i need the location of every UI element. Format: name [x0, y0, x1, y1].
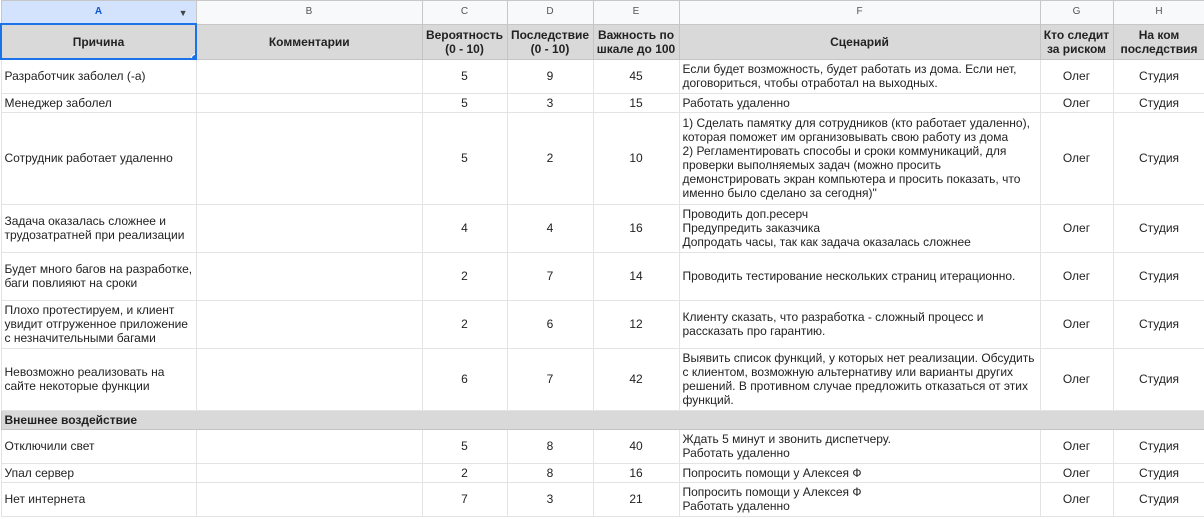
cell-importance[interactable]: 14: [593, 252, 679, 300]
section-title[interactable]: Внешнее воздействие: [1, 410, 1204, 429]
cell-affected[interactable]: Студия: [1113, 112, 1204, 204]
table-row: [1, 112, 1204, 204]
fill-handle[interactable]: [191, 54, 196, 59]
cell-scenario[interactable]: Выявить список функций, у которых нет реализации. Обсудить с клиентом, возможную альтернативу или варианты других решений. В противном случае предложить отказаться от этих функций.: [679, 348, 1040, 410]
cell-probability[interactable]: 2: [422, 300, 507, 348]
header-cause[interactable]: Причина: [1, 24, 196, 59]
cell-comment[interactable]: [196, 252, 422, 300]
header-comments[interactable]: Комментарии: [196, 24, 422, 59]
cell-consequence[interactable]: 3: [507, 482, 593, 516]
cell-affected[interactable]: Студия: [1113, 482, 1204, 516]
cell-scenario[interactable]: Попросить помощи у Алексея Ф Работать удаленно: [679, 482, 1040, 516]
cell-probability[interactable]: 5: [422, 112, 507, 204]
cell-importance[interactable]: 12: [593, 300, 679, 348]
cell-affected[interactable]: Студия: [1113, 348, 1204, 410]
cell-comment[interactable]: [196, 93, 422, 112]
column-header-row: [1, 1, 1204, 25]
cell-consequence[interactable]: 8: [507, 429, 593, 463]
section-row: [1, 410, 1204, 429]
header-watcher[interactable]: Кто следит за риском: [1040, 24, 1113, 59]
cell-cause[interactable]: Разработчик заболел (-а): [1, 59, 196, 93]
table-row: [1, 429, 1204, 463]
header-scenario[interactable]: Сценарий: [679, 24, 1040, 59]
cell-importance[interactable]: 15: [593, 93, 679, 112]
cell-cause[interactable]: Плохо протестируем, и клиент увидит отгруженное приложение с незначительными багами: [1, 300, 196, 348]
cell-affected[interactable]: Студия: [1113, 93, 1204, 112]
cell-cause[interactable]: Упал сервер: [1, 463, 196, 482]
cell-comment[interactable]: [196, 482, 422, 516]
cell-scenario[interactable]: Проводить тестирование нескольких страниц итерационно.: [679, 252, 1040, 300]
cell-scenario[interactable]: 1) Сделать памятку для сотрудников (кто работает удаленно), которая поможет им организовывать свою работу из дома 2) Регламентировать способы и сроки коммуникаций, для проверки выполняемых задач (можно просить демонстрировать экран компьютера и просить показать, что именно было сделано за сегодня)": [679, 112, 1040, 204]
table-row: [1, 59, 1204, 93]
cell-cause[interactable]: Отключили свет: [1, 429, 196, 463]
cell-consequence[interactable]: 9: [507, 59, 593, 93]
cell-affected[interactable]: Студия: [1113, 252, 1204, 300]
cell-probability[interactable]: 4: [422, 204, 507, 252]
cell-scenario[interactable]: Проводить доп.ресерч Предупредить заказчика Допродать часы, так как задача оказалась сложнее: [679, 204, 1040, 252]
table-row: [1, 463, 1204, 482]
cell-affected[interactable]: Студия: [1113, 429, 1204, 463]
cell-scenario[interactable]: Работать удаленно: [679, 93, 1040, 112]
cell-consequence[interactable]: 6: [507, 300, 593, 348]
cell-comment[interactable]: [196, 463, 422, 482]
header-importance[interactable]: Важность по шкале до 100: [593, 24, 679, 59]
cell-importance[interactable]: 16: [593, 463, 679, 482]
cell-importance[interactable]: 40: [593, 429, 679, 463]
cell-watcher[interactable]: Олег: [1040, 252, 1113, 300]
column-header-b[interactable]: B: [196, 1, 422, 25]
cell-scenario[interactable]: Попросить помощи у Алексея Ф: [679, 463, 1040, 482]
cell-importance[interactable]: 45: [593, 59, 679, 93]
column-header-a[interactable]: A ▼: [1, 1, 196, 25]
cell-consequence[interactable]: 2: [507, 112, 593, 204]
cell-affected[interactable]: Студия: [1113, 300, 1204, 348]
cell-comment[interactable]: [196, 348, 422, 410]
header-consequence[interactable]: Последствие (0 - 10): [507, 24, 593, 59]
cell-scenario[interactable]: Клиенту сказать, что разработка - сложный процесс и рассказать про гарантию.: [679, 300, 1040, 348]
cell-affected[interactable]: Студия: [1113, 463, 1204, 482]
column-header-c[interactable]: C: [422, 1, 507, 25]
cell-affected[interactable]: Студия: [1113, 204, 1204, 252]
cell-probability[interactable]: 7: [422, 482, 507, 516]
table-row: [1, 252, 1204, 300]
cell-cause[interactable]: Менеджер заболел: [1, 93, 196, 112]
column-header-d[interactable]: D: [507, 1, 593, 25]
cell-watcher[interactable]: Олег: [1040, 348, 1113, 410]
cell-watcher[interactable]: Олег: [1040, 482, 1113, 516]
cell-probability[interactable]: 2: [422, 252, 507, 300]
cell-importance[interactable]: 21: [593, 482, 679, 516]
column-header-g[interactable]: G: [1040, 1, 1113, 25]
cell-cause[interactable]: Задача оказалась сложнее и трудозатратней при реализации: [1, 204, 196, 252]
cell-probability[interactable]: 5: [422, 429, 507, 463]
cell-watcher[interactable]: Олег: [1040, 204, 1113, 252]
cell-consequence[interactable]: 7: [507, 252, 593, 300]
cell-importance[interactable]: 16: [593, 204, 679, 252]
cell-probability[interactable]: 6: [422, 348, 507, 410]
column-header-h[interactable]: H: [1113, 1, 1204, 25]
cell-cause[interactable]: Будет много багов на разработке, баги повлияют на сроки: [1, 252, 196, 300]
table-row: [1, 482, 1204, 516]
cell-affected[interactable]: Студия: [1113, 59, 1204, 93]
table-row: [1, 93, 1204, 112]
header-probability[interactable]: Вероятность (0 - 10): [422, 24, 507, 59]
cell-watcher[interactable]: Олег: [1040, 429, 1113, 463]
risk-rows: [1, 59, 1204, 410]
column-menu-arrow-icon[interactable]: ▼: [178, 8, 188, 18]
table-header-row: [1, 24, 1204, 59]
cell-consequence[interactable]: 7: [507, 348, 593, 410]
table-row: [1, 348, 1204, 410]
cell-cause[interactable]: Нет интернета: [1, 482, 196, 516]
column-header-e[interactable]: E: [593, 1, 679, 25]
cell-probability[interactable]: 2: [422, 463, 507, 482]
table-row: [1, 204, 1204, 252]
cell-scenario[interactable]: Ждать 5 минут и звонить диспетчеру. Работать удаленно: [679, 429, 1040, 463]
cell-comment[interactable]: [196, 59, 422, 93]
cell-consequence[interactable]: 3: [507, 93, 593, 112]
external-rows: [1, 429, 1204, 516]
cell-comment[interactable]: [196, 429, 422, 463]
cell-consequence[interactable]: 8: [507, 463, 593, 482]
cell-comment[interactable]: [196, 204, 422, 252]
header-affected[interactable]: На ком последствия: [1113, 24, 1204, 59]
cell-comment[interactable]: [196, 112, 422, 204]
cell-watcher[interactable]: Олег: [1040, 59, 1113, 93]
column-header-f[interactable]: F: [679, 1, 1040, 25]
cell-scenario[interactable]: Если будет возможность, будет работать из дома. Если нет, договориться, чтобы отработал на выходных.: [679, 59, 1040, 93]
cell-probability[interactable]: 5: [422, 93, 507, 112]
cell-consequence[interactable]: 4: [507, 204, 593, 252]
cell-watcher[interactable]: Олег: [1040, 112, 1113, 204]
cell-watcher[interactable]: Олег: [1040, 93, 1113, 112]
cell-importance[interactable]: 10: [593, 112, 679, 204]
table-row: [1, 300, 1204, 348]
cell-watcher[interactable]: Олег: [1040, 463, 1113, 482]
cell-cause[interactable]: Сотрудник работает удаленно: [1, 112, 196, 204]
cell-probability[interactable]: 5: [422, 59, 507, 93]
cell-importance[interactable]: 42: [593, 348, 679, 410]
cell-watcher[interactable]: Олег: [1040, 300, 1113, 348]
cell-cause[interactable]: Невозможно реализовать на сайте некоторые функции: [1, 348, 196, 410]
cell-comment[interactable]: [196, 300, 422, 348]
